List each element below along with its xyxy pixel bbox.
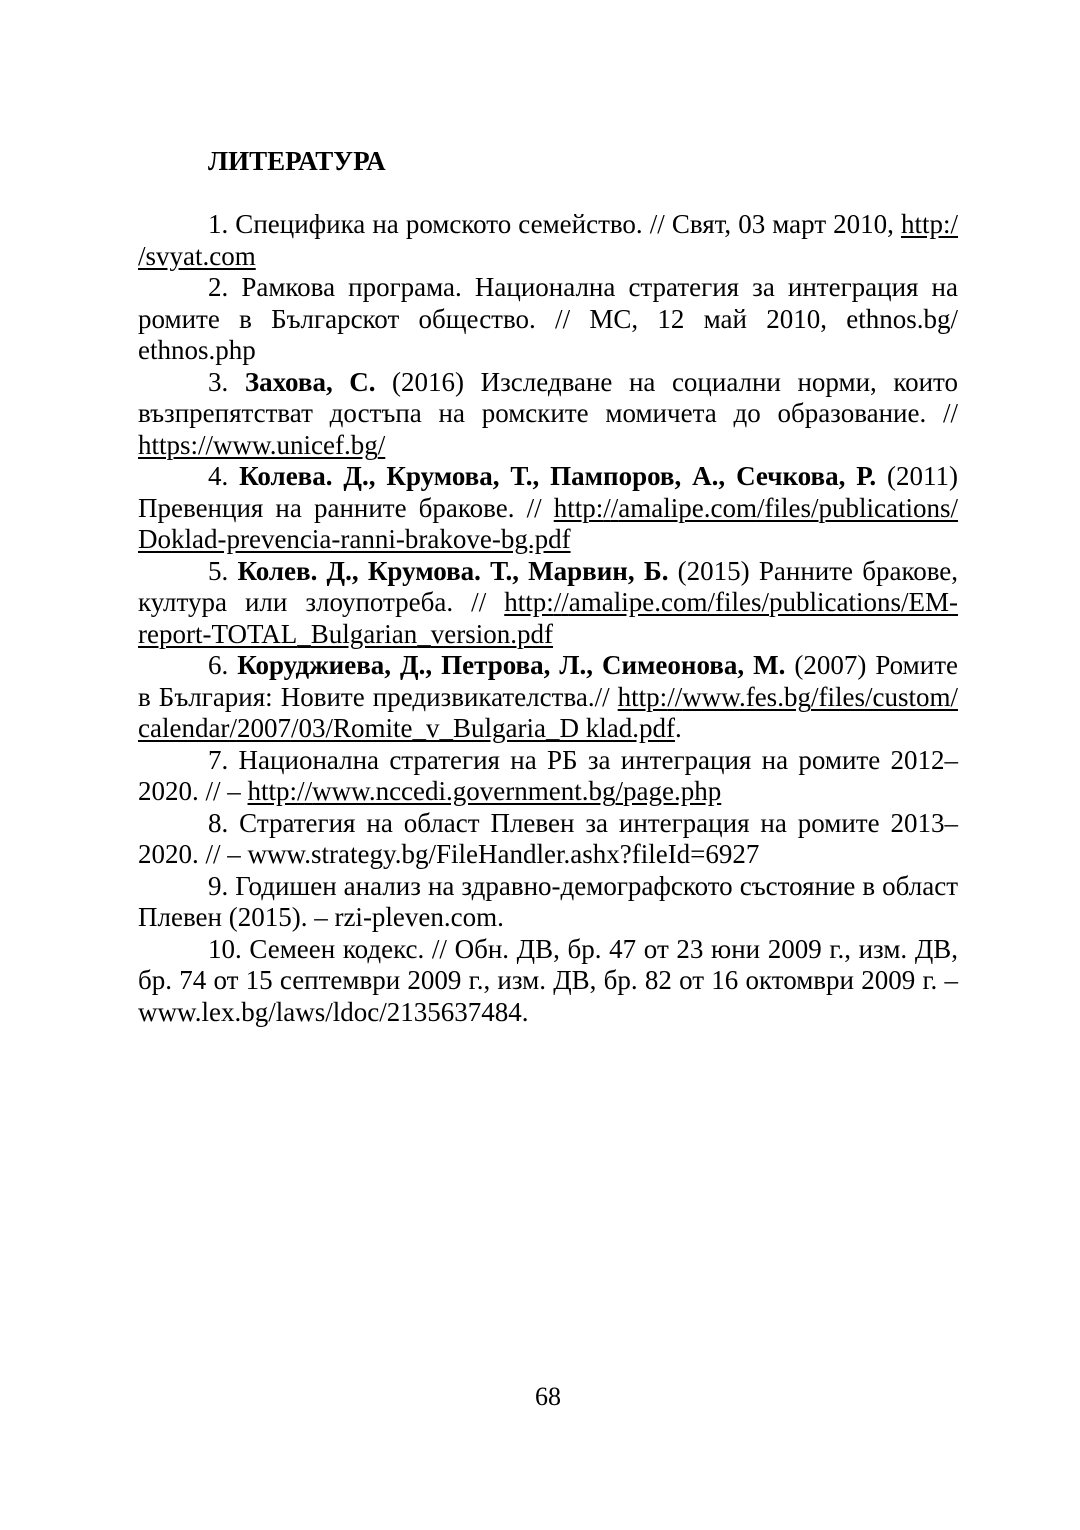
reference-authors: Колев. Д., Крумова. Т., Марвин, Б. — [237, 555, 669, 586]
reference-link[interactable]: http://www.nccedi.government.bg/page.php — [247, 776, 722, 806]
references-list — [138, 209, 958, 1028]
reference-text: 6. — [208, 650, 238, 680]
reference-text: 10. Семеен кодекс. // Обн. ДВ, бр. 47 от 23 юни 2009 г., изм. ДВ, бр. 74 от 15 септември 2009 г., изм. ДВ, бр. 82 от 16 октомври 2009 г. – www.lex.bg/laws/ldoc/2135637484. — [138, 933, 958, 1027]
reference-text: (2011) Превенция на ранните бракове. // — [138, 461, 959, 523]
section-heading: ЛИТЕРАТУРА — [208, 146, 386, 176]
reference-authors: Захова, С. — [244, 366, 376, 397]
reference-item — [138, 808, 958, 871]
reference-item — [138, 556, 958, 651]
reference-text: (2016) Изследване на социални норми, които възпрепятстват достъпа на ромските момичета до образование. // — [138, 366, 958, 428]
reference-link[interactable]: http://amalipe.com/files/publications/Doklad-prevencia-ranni-brakove-bg.pdf — [138, 492, 958, 554]
reference-link[interactable]: https://www.unicef.bg/ — [138, 429, 386, 460]
reference-link[interactable]: http://svyat.com — [138, 209, 959, 271]
page-number: 68 — [535, 1382, 561, 1411]
reference-item — [138, 745, 958, 808]
reference-text: (2007) Ромите в България: Новите предизвикателства.// — [138, 650, 958, 712]
reference-text: 9. Годишен анализ на здравно-демографското състояние в област Плевен (2015). – rzi-pleven.com. — [138, 870, 958, 932]
reference-text: 7. Национална стратегия на РБ за интеграция на ромите 2012–2020. // – — [138, 744, 958, 806]
reference-text: 4. — [208, 461, 240, 491]
reference-text: 8. Стратегия на област Плевен за интеграция на ромите 2013–2020. // – www.strategy.bg/FileHandler.ashx?fileId=6927 — [138, 807, 958, 869]
reference-item — [138, 272, 958, 367]
reference-item — [138, 871, 958, 934]
reference-authors: Колева. Д., Крумова, Т., Пампоров, А., Сечкова, Р. — [239, 461, 877, 491]
reference-text: 1. Специфика на ромското семейство. // Свят, 03 март 2010, — [208, 209, 901, 239]
reference-link[interactable]: http://amalipe.com/files/publications/EM-report-TOTAL_Bulgarian_version.pdf — [138, 587, 958, 649]
reference-text: (2015) Ранните бракове, култура или злоупотреба. // — [138, 555, 959, 617]
reference-text: 2. Рамкова програма. Национална стратегия за интеграция на ромите в Българскот общество. // МС, 12 май 2010, ethnos.bg/ethnos.php — [138, 272, 958, 365]
bibliography-section — [138, 146, 958, 1028]
reference-item — [138, 461, 958, 556]
reference-item — [138, 367, 958, 462]
reference-item — [138, 209, 958, 272]
reference-item — [138, 934, 958, 1029]
reference-text: . — [674, 713, 682, 743]
reference-text: 5. — [208, 555, 238, 586]
reference-authors: Коруджиева, Д., Петрова, Л., Симеонова, М. — [237, 650, 786, 680]
reference-text: 3. — [208, 366, 245, 397]
reference-item — [138, 650, 958, 745]
reference-link[interactable]: http://www.fes.bg/files/custom/calendar/2007/03/Romite_v_Bulgaria_D klad.pdf — [138, 681, 958, 743]
